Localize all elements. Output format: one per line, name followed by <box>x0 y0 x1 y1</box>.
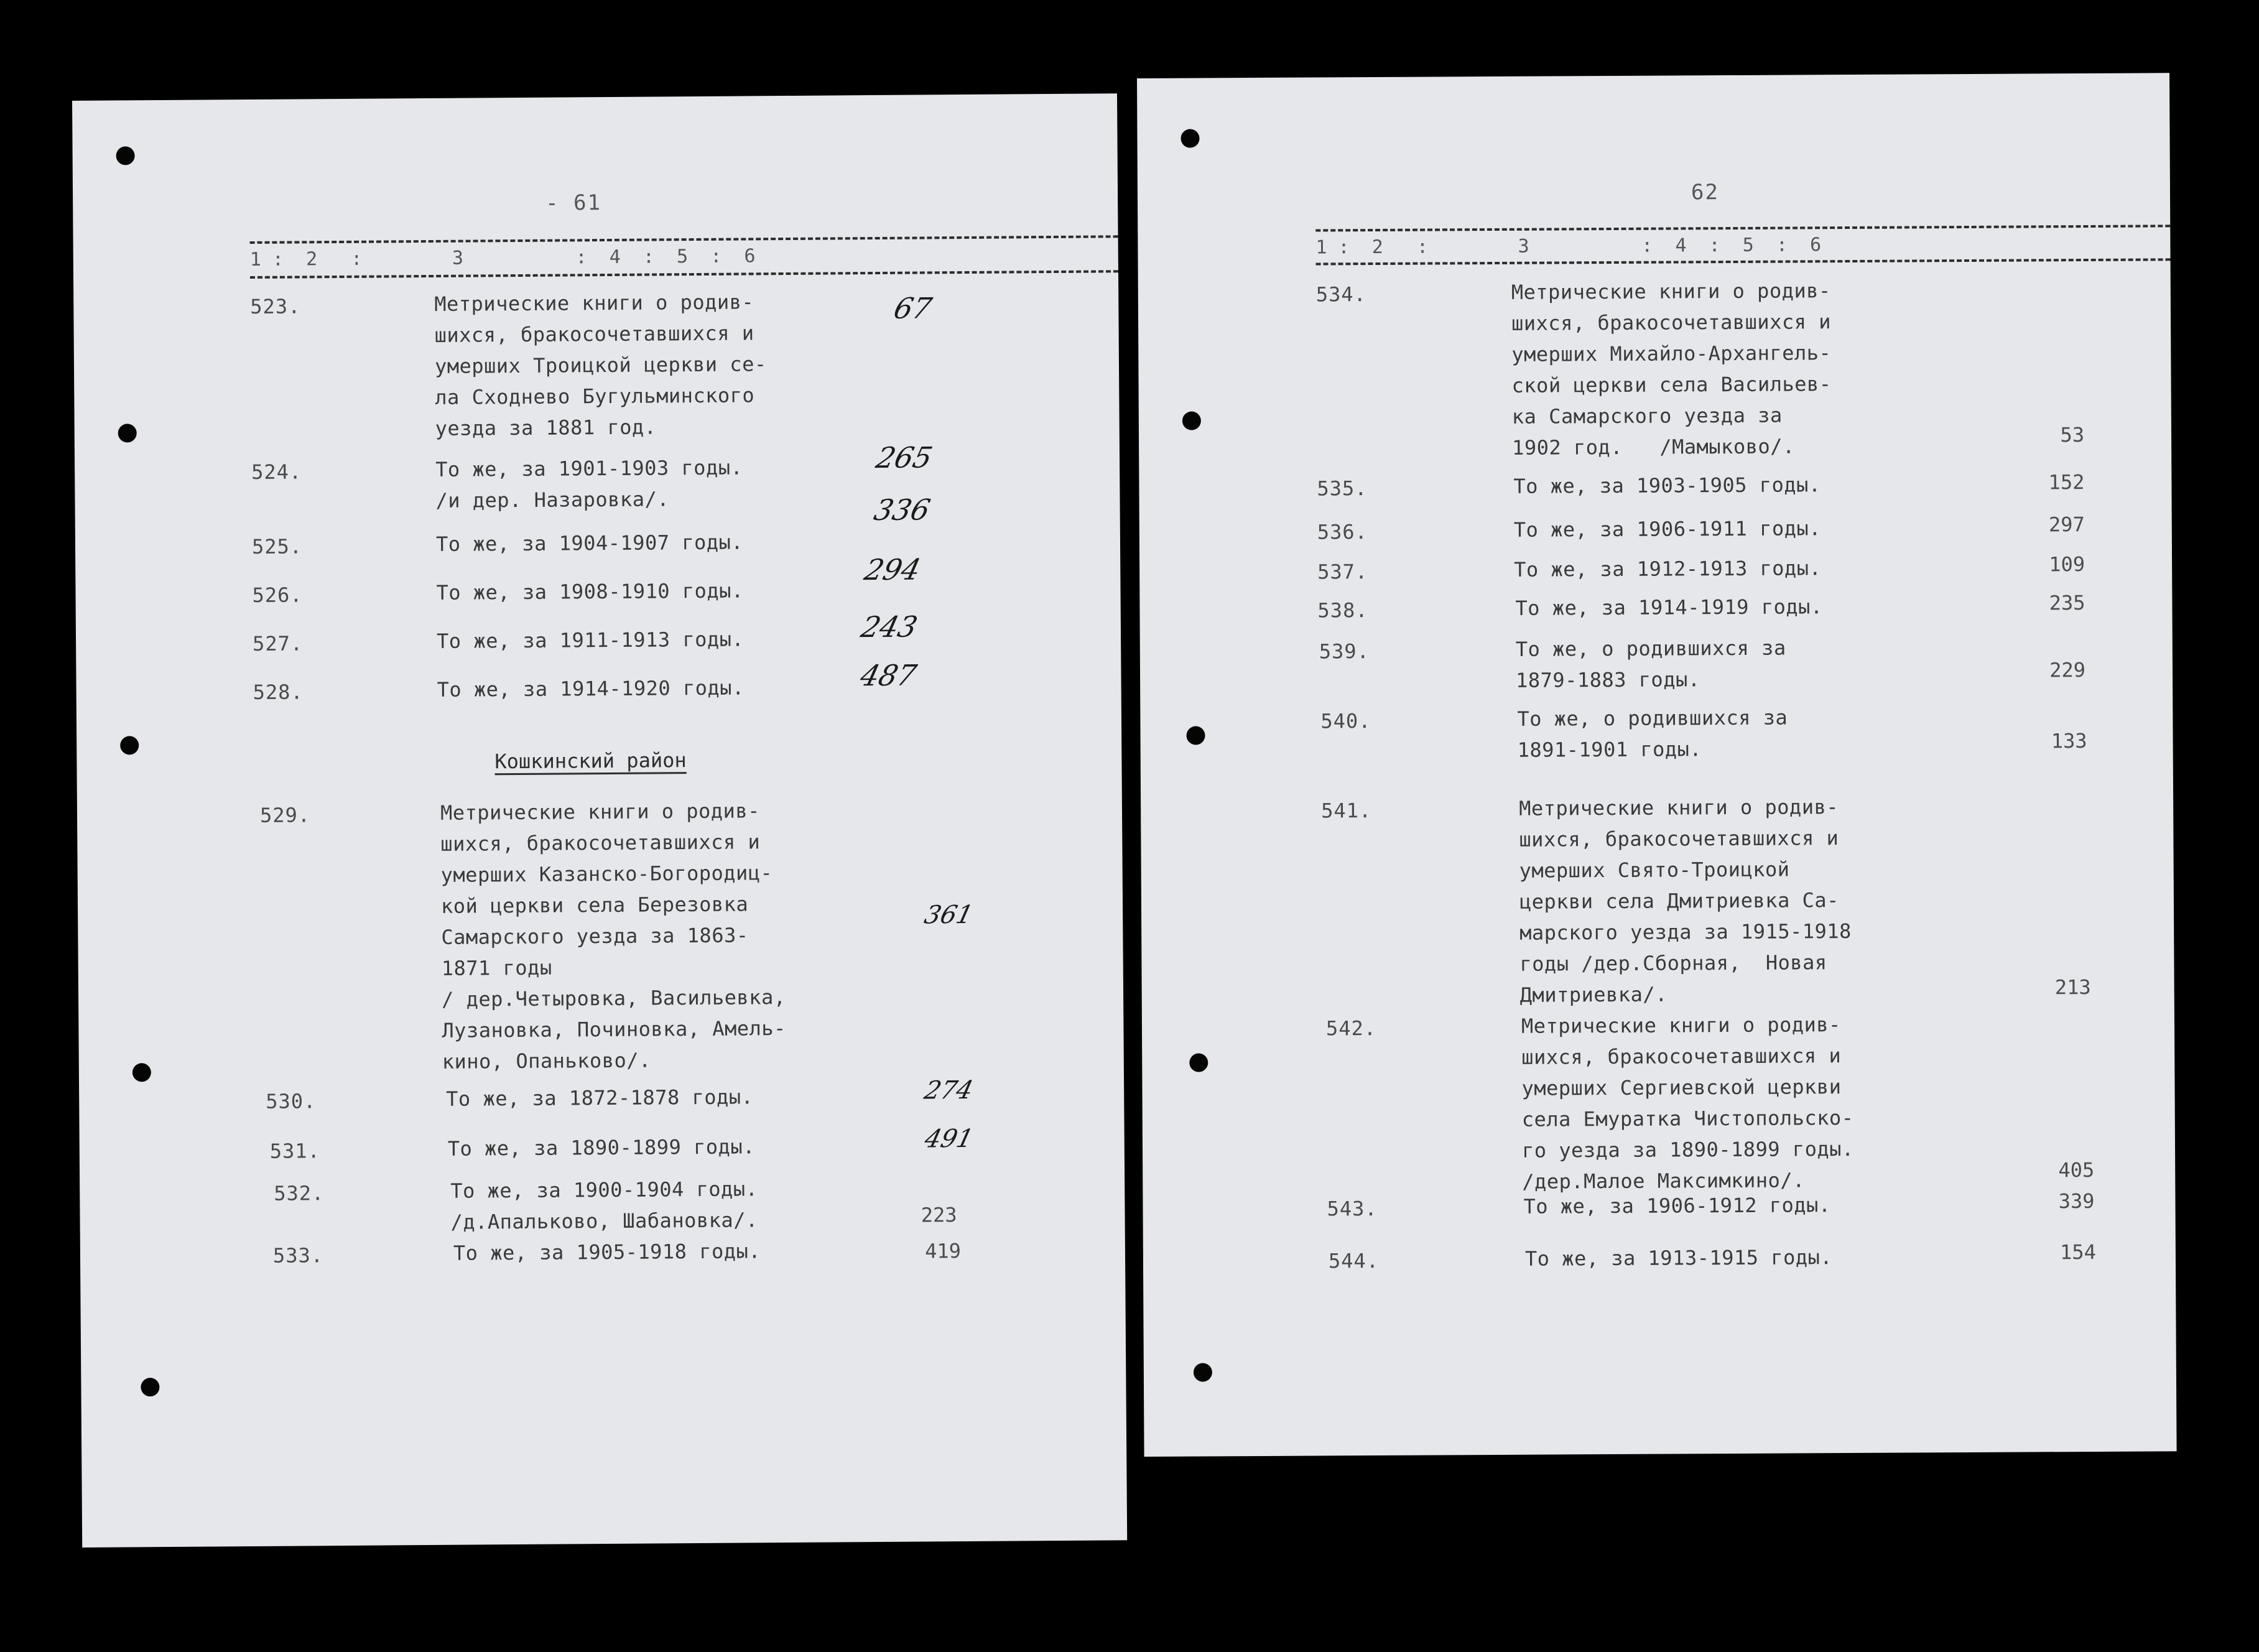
archive-page-left <box>72 93 1127 1548</box>
quantity-value: 419 <box>925 1239 962 1263</box>
entry-number: 540. <box>1320 709 1371 733</box>
header-rule-top <box>1315 225 2170 231</box>
entry-number: 526. <box>252 583 303 607</box>
header-rule-bottom <box>1316 258 2171 265</box>
entry-description: То же, за 1913-1915 годы. <box>1524 1245 1833 1271</box>
archive-page-right <box>1137 73 2177 1457</box>
binder-hole-2 <box>1182 411 1201 430</box>
entry-description: Метрические книги о родив- шихся, бракосочетавшихся и умерших Троицкой церкви се- ла Сходнево Бугульминского уезда за 1881 год. <box>434 290 767 440</box>
entry-description: То же, за 1914-1919 годы. <box>1515 595 1823 620</box>
entry-description: То же, за 1900-1904 годы. /д.Апальково, Шабановка/. <box>450 1177 758 1234</box>
handwritten-quantity: 336 <box>871 493 934 527</box>
quantity-value: 154 <box>2060 1240 2097 1265</box>
handwritten-quantity: 294 <box>861 552 924 587</box>
entry-description: То же, о родившихся за 1879-1883 годы. <box>1515 636 1786 692</box>
entry-description: Метрические книги о родив- шихся, бракосочетавшихся и умерших Сергиевской церкви села Емуратка Чистопольско- го уезда за 1890-1899 годы. /дер.Малое Максимкино/. <box>1521 1013 1854 1194</box>
entry-description: То же, за 1872-1878 годы. <box>446 1085 754 1111</box>
entry-number: 533. <box>272 1243 324 1268</box>
entry-number: 529. <box>259 803 311 827</box>
entry-number: 539. <box>1319 639 1370 664</box>
entry-description: То же, за 1905-1918 годы. <box>453 1239 761 1265</box>
binder-hole-1 <box>1181 129 1199 147</box>
page-number: 62 <box>1691 180 1720 205</box>
entry-number: 543. <box>1327 1197 1378 1221</box>
entry-description: То же, за 1911-1913 годы. <box>436 627 744 653</box>
quantity-value: 53 <box>2060 423 2085 447</box>
entry-number: 528. <box>253 680 304 704</box>
entry-number: 527. <box>252 631 304 656</box>
entry-number: 535. <box>1317 476 1368 501</box>
quantity-value: 229 <box>2049 658 2086 682</box>
entry-description: То же, за 1914-1920 годы. <box>437 675 744 702</box>
header-rule-top <box>250 235 1118 244</box>
entry-description: То же, за 1906-1911 годы. <box>1513 516 1822 542</box>
page-number: - 61 <box>545 190 602 216</box>
section-heading: Кошкинский район <box>494 748 687 774</box>
entry-description: То же, за 1906-1912 годы. <box>1523 1193 1831 1218</box>
binder-hole-1 <box>116 146 135 165</box>
entry-number: 542. <box>1325 1016 1377 1041</box>
entry-description: То же, за 1901-1903 годы. /и дер. Назаровка/. <box>435 455 743 513</box>
handwritten-quantity: 274 <box>921 1075 976 1105</box>
header-rule-bottom <box>250 270 1118 279</box>
entry-description: То же, за 1912-1913 годы. <box>1514 556 1822 582</box>
entry-description: То же, за 1903-1905 годы. <box>1513 473 1821 498</box>
entry-number: 525. <box>251 534 303 559</box>
quantity-value: 133 <box>2051 729 2087 753</box>
quantity-value: 297 <box>2048 513 2085 537</box>
quantity-value: 339 <box>2058 1189 2095 1213</box>
entry-number: 530. <box>266 1089 317 1113</box>
entry-description: Метрические книги о родив- шихся, бракосочетавшихся и умерших Казанско-Богородиц- кой церкви села Березовка Самарского уезда за 1863- 1871 годы / дер.Четыровка, Васильевка, Лузановка, Починовка, Амель- кино, Опаньково/. <box>440 799 787 1074</box>
binder-hole-5 <box>1194 1363 1212 1381</box>
binder-hole-4 <box>132 1063 151 1082</box>
column-header: 1 : 2 : 3 : 4 : 5 : 6 <box>1315 234 1822 259</box>
binder-hole-4 <box>1189 1053 1208 1072</box>
quantity-value: 109 <box>2049 552 2085 577</box>
entry-description: Метрические книги о родив- шихся, бракосочетавшихся и умерших Михайло-Архангель- ской церкви села Васильев- ка Самарского уезда за 1902 год. /Мамыково/. <box>1511 279 1832 460</box>
handwritten-quantity: 487 <box>856 658 920 693</box>
entry-number: 531. <box>269 1139 320 1163</box>
entry-number: 523. <box>250 294 301 319</box>
quantity-value: 235 <box>2049 591 2085 615</box>
entry-number: 532. <box>274 1181 325 1205</box>
quantity-value: 223 <box>921 1203 957 1227</box>
handwritten-quantity: 243 <box>858 610 921 644</box>
entry-description: Метрические книги о родив- шихся, бракосочетавшихся и умерших Свято-Троицкой церкви села Дмитриевка Са- марского уезда за 1915-1918 годы /дер.Сборная, Новая Дмитриевка/. <box>1519 795 1852 1007</box>
handwritten-quantity: 491 <box>922 1124 976 1154</box>
quantity-value: 405 <box>2058 1158 2095 1182</box>
entry-number: 537. <box>1317 560 1368 584</box>
binder-hole-2 <box>118 424 137 442</box>
binder-hole-5 <box>141 1378 159 1396</box>
quantity-value: 213 <box>2054 975 2091 1000</box>
entry-description: То же, за 1890-1899 годы. <box>447 1135 756 1161</box>
entry-number: 544. <box>1328 1248 1380 1273</box>
quantity-value: 152 <box>2048 470 2085 494</box>
handwritten-quantity: 67 <box>890 291 935 325</box>
column-header: 1 : 2 : 3 : 4 : 5 : 6 <box>249 245 756 271</box>
entry-description: То же, о родившихся за 1891-1901 годы. <box>1517 705 1788 762</box>
entry-number: 524. <box>251 460 302 485</box>
binder-hole-3 <box>120 736 139 754</box>
entry-description: То же, за 1904-1907 годы. <box>435 530 744 556</box>
entry-number: 536. <box>1317 520 1368 544</box>
handwritten-quantity: 361 <box>921 900 976 930</box>
binder-hole-3 <box>1186 726 1205 745</box>
entry-number: 538. <box>1317 598 1368 623</box>
handwritten-quantity: 265 <box>873 440 936 475</box>
entry-description: То же, за 1908-1910 годы. <box>436 578 744 605</box>
entry-number: 541. <box>1321 799 1372 823</box>
entry-number: 534. <box>1315 282 1366 307</box>
